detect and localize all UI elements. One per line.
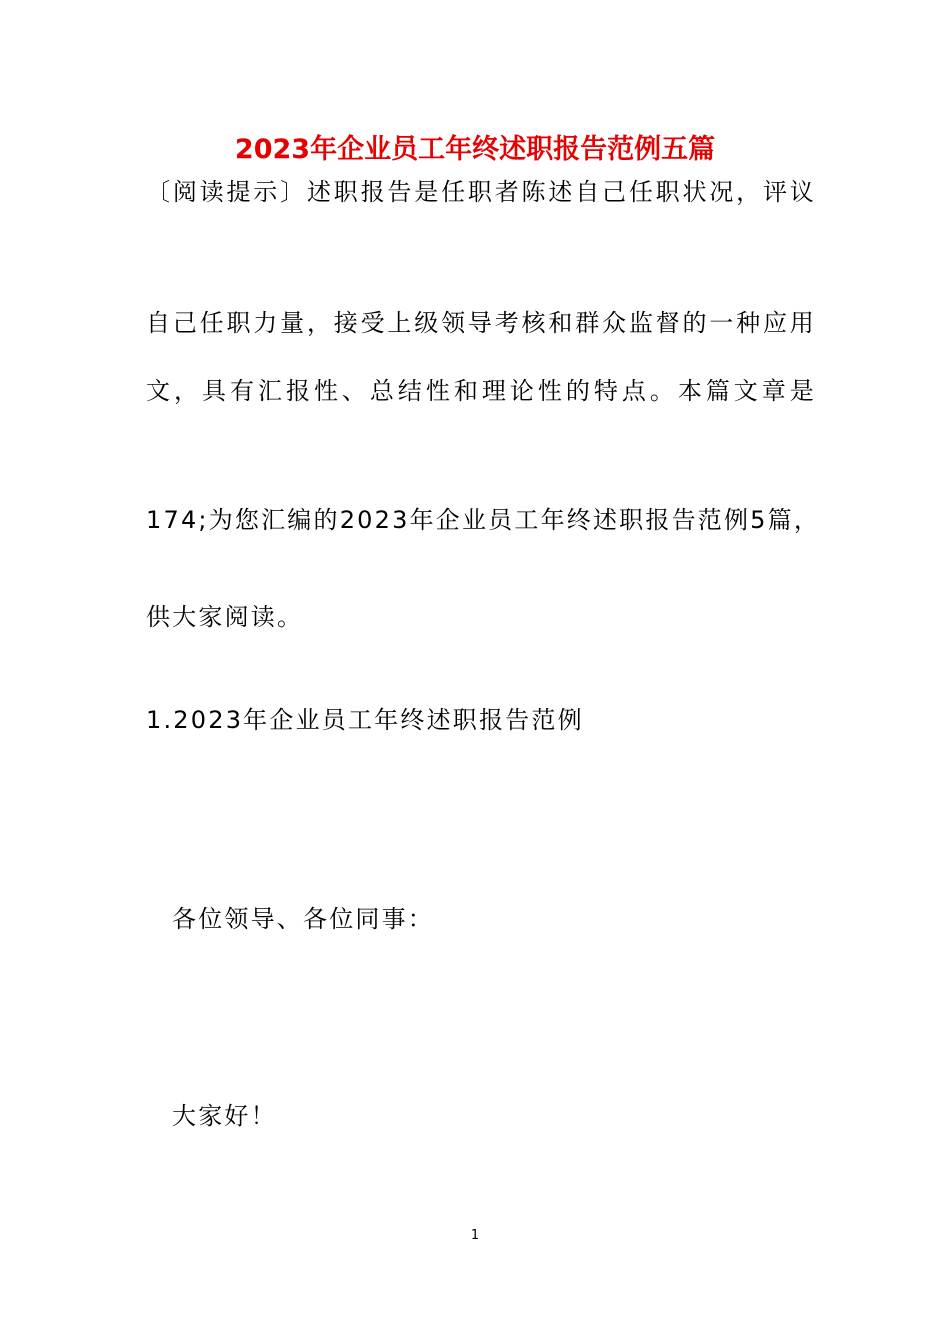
- intro-line-4: 174;为您汇编的2023年企业员工年终述职报告范例5篇，: [146, 506, 821, 534]
- intro-line-1: 〔阅读提示〕述职报告是任职者陈述自己任职状况，评议: [146, 178, 816, 206]
- document-title: 2023年企业员工年终述职报告范例五篇: [234, 134, 716, 165]
- intro-line-2: 自己任职力量，接受上级领导考核和群众监督的一种应用: [146, 309, 816, 337]
- greeting-line: 各位领导、各位同事：: [172, 905, 434, 933]
- intro-line-3: 文，具有汇报性、总结性和理论性的特点。本篇文章是: [146, 377, 816, 405]
- intro-line-5: 供大家阅读。: [146, 603, 304, 631]
- salutation-line: 大家好！: [172, 1102, 277, 1130]
- page-number: 1: [470, 1228, 480, 1243]
- section-heading: 1.2023年企业员工年终述职报告范例: [146, 706, 584, 734]
